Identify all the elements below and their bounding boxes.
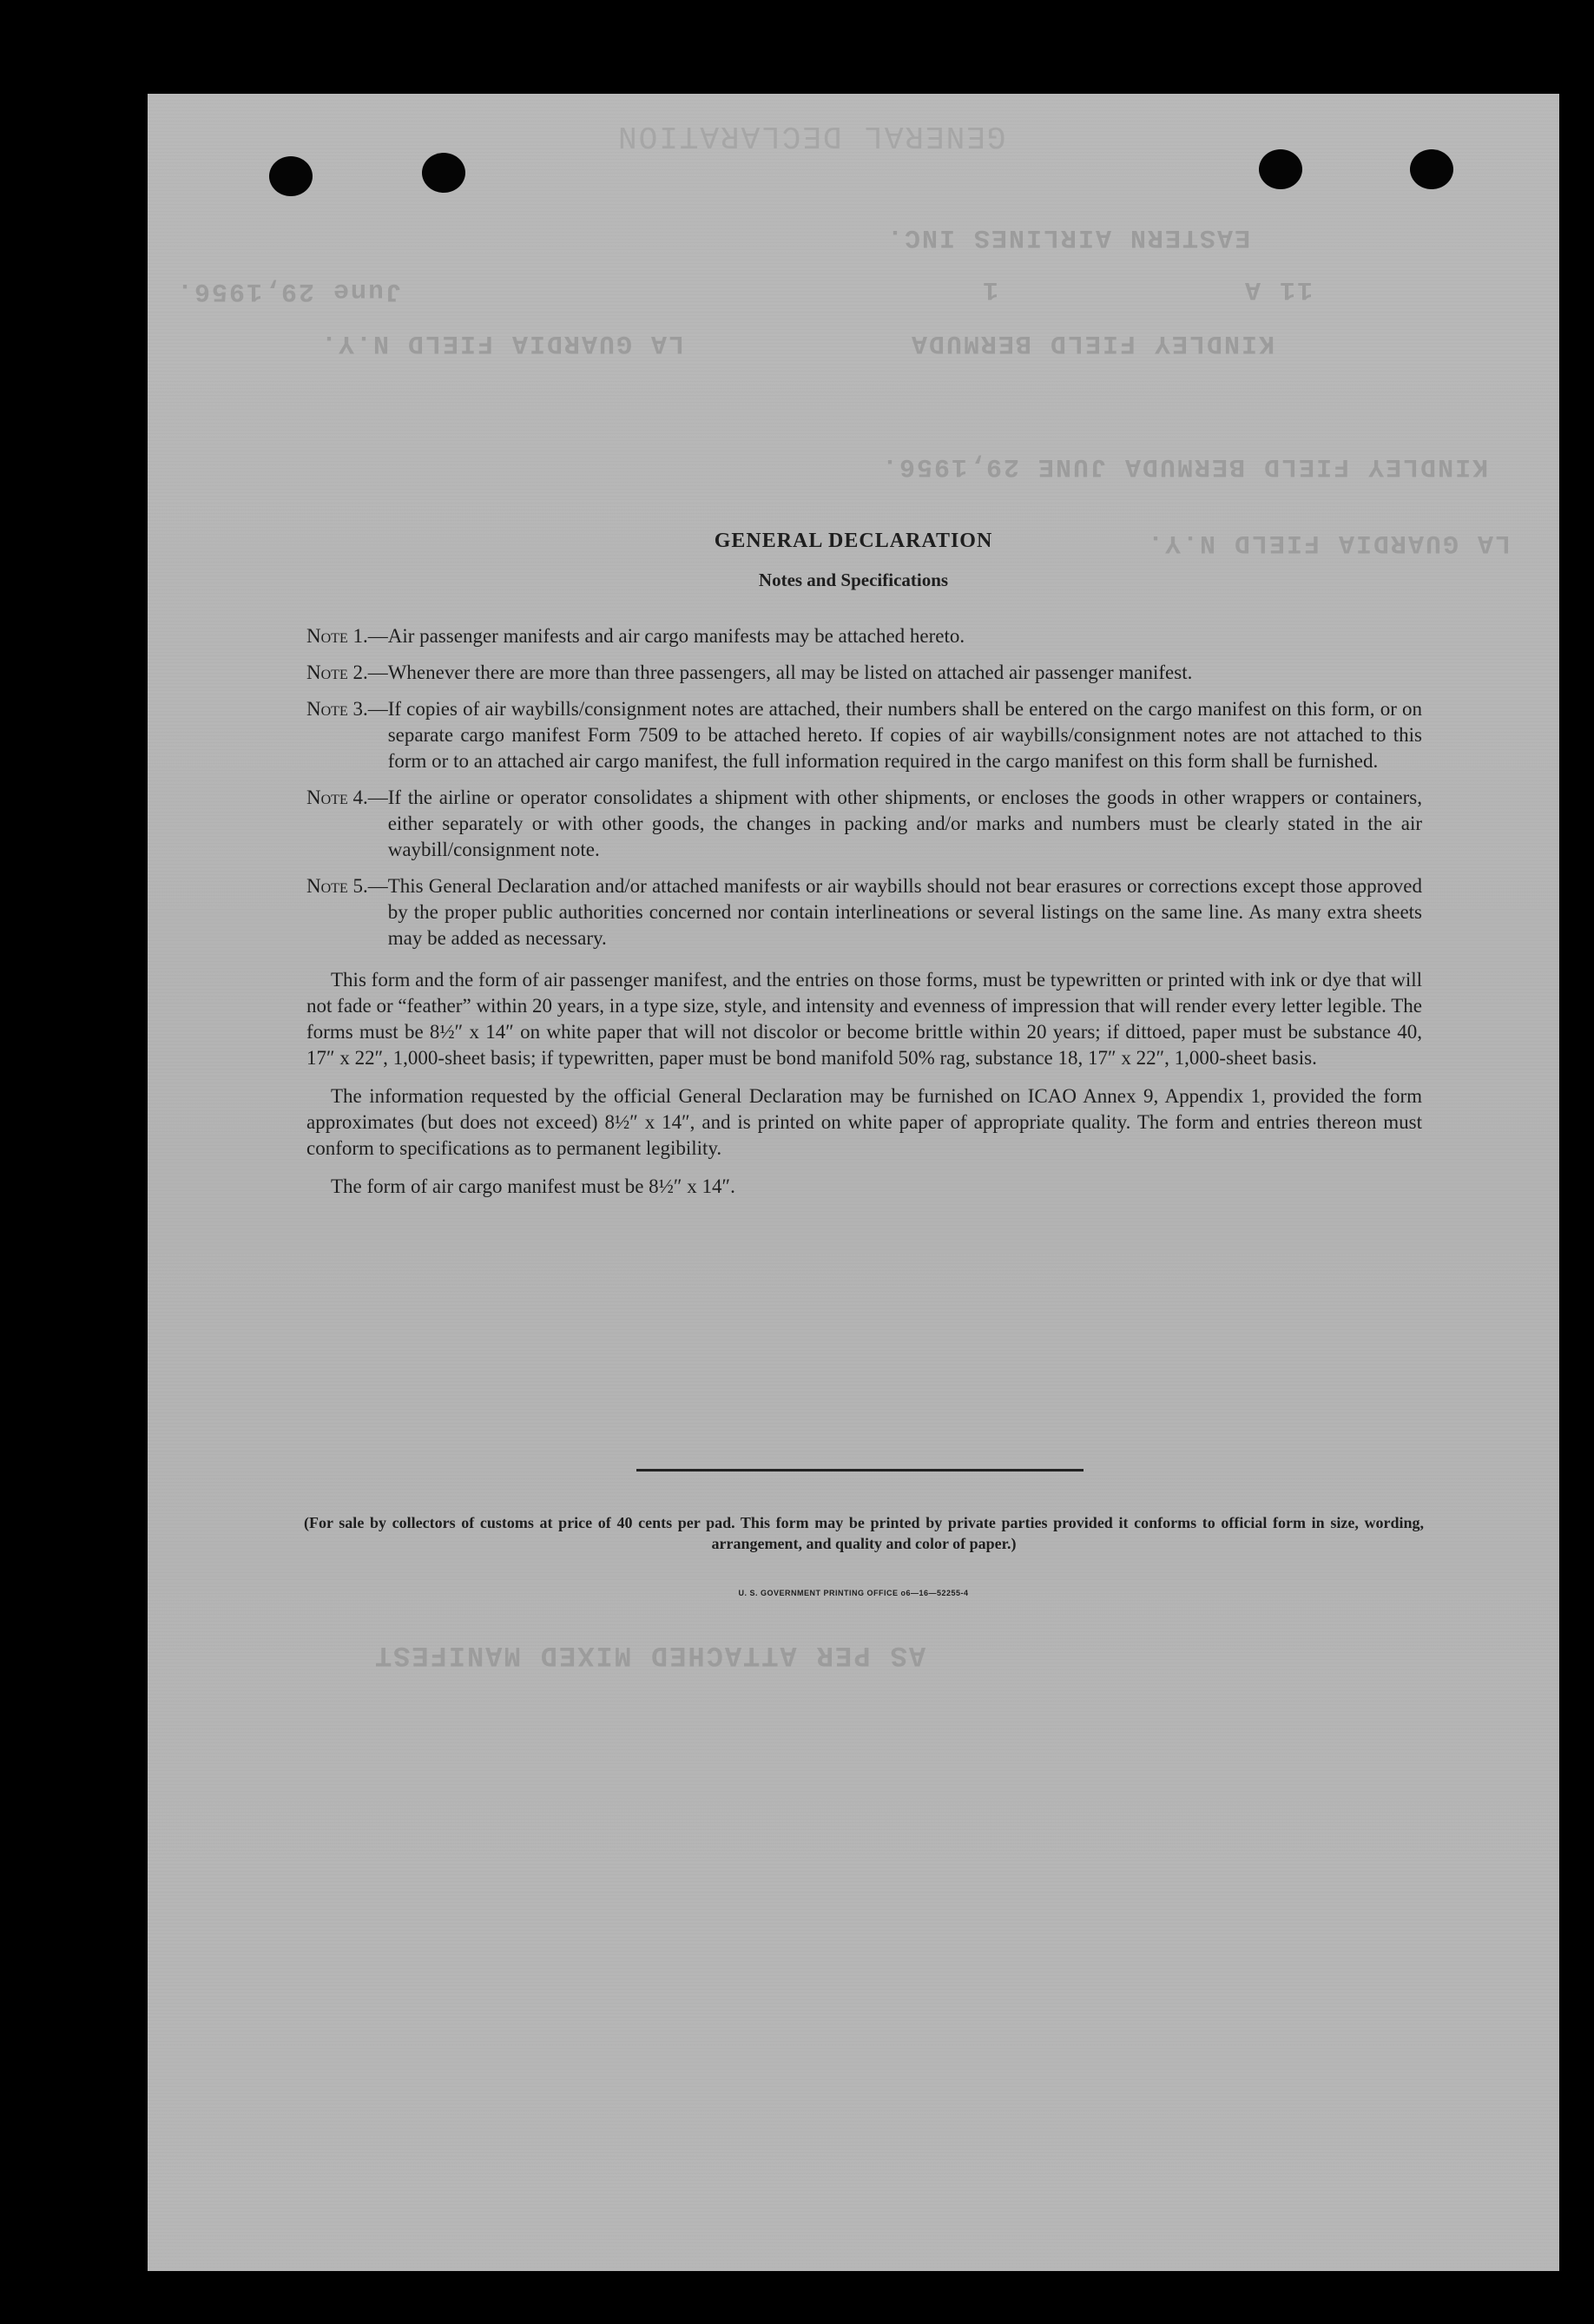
bleed-through-to: LA GUARDIA FIELD N.Y.: [319, 328, 685, 358]
printer-line: U. S. GOVERNMENT PRINTING OFFICE o6—16—52255-4: [738, 1589, 969, 1597]
note-4: [306, 785, 1422, 863]
page-subtitle: Notes and Specifications: [758, 569, 949, 590]
bleed-through-airline: EASTERN AIRLINES INC.: [886, 222, 1251, 252]
specification-paragraph: This form and the form of air passenger manifest, and the entries on those forms, must be typewritten or printed with ink or dye that will not fade or “feather” within 20 years, in a type size, style, and intensity and evenness of impression that will render every letter legible. The forms must be 8½″ x 14″ on white paper that will not discolor or become brittle within 20 years; if dittoed, paper must be substance 40, 17″ x 22″, 1,000-sheet basis; if typewritten, paper must be bond manifold 50% rag, substance 18, 17″ x 22″, 1,000-sheet basis.: [306, 969, 1422, 1069]
punch-hole: [1259, 149, 1302, 189]
page-title: GENERAL DECLARATION: [714, 530, 993, 552]
note-3: [306, 696, 1422, 774]
note-text: If the airline or operator consolidates a shipment with other shipments, or encloses the goods in other wrappers or containers, either separately or with other goods, the changes in packing and/or marks and numbers must be clearly stated in the air waybill/consignment note.: [387, 787, 1422, 860]
bleed-through-from: KINDLEY FIELD BERMUDA: [910, 328, 1275, 358]
note-text: This General Declaration and/or attached manifests or air waybills should not bear erasures or corrections except those approved by the proper public authorities concerned nor contain interlineations or several listings on the same line. As many extra sheets may be added as necessary.: [387, 875, 1422, 949]
note-5: [306, 873, 1422, 951]
divider-rule: [636, 1469, 1084, 1471]
bleed-through-date: June 29,1956.: [175, 276, 402, 306]
note-text: Whenever there are more than three passengers, all may be listed on attached air passenger manifest.: [387, 662, 1193, 683]
punch-hole: [1410, 149, 1453, 189]
note-label: Note 3.—: [306, 698, 388, 720]
bleed-through-route-dest: LA GUARDIA FIELD N.Y.: [1146, 528, 1512, 557]
note-text: If copies of air waybills/consignment notes are attached, their numbers shall be entered on the cargo manifest on this form, or on separate cargo manifest Form 7509 to be attached hereto. If copies of air waybills/consignment notes are not attached to this form or to an attached air cargo manifest, the full information required in the cargo manifest on this form shall be furnished.: [387, 698, 1422, 772]
note-1: [306, 623, 1422, 649]
punch-hole: [422, 153, 465, 193]
bleed-through-flight: 11 A: [1243, 274, 1314, 304]
icao-paragraph: The information requested by the official General Declaration may be furnished on ICAO Annex 9, Appendix 1, provided the form approximates (but does not exceed) 8½″ x 14″, and is printed on white paper of appropriate quality. The form and entries thereon must conform to specifications as to permanent legibility.: [306, 1085, 1422, 1159]
note-label: Note 4.—: [306, 787, 388, 808]
notes-section: [306, 623, 1422, 1212]
note-label: Note 5.—: [306, 875, 388, 897]
note-label: Note 2.—: [306, 662, 388, 683]
bleed-through-route-line: KINDLEY FIELD BERMUDA JUNE 29,1956.: [880, 451, 1489, 481]
bleed-through-header: GENERAL DECLARATION: [616, 118, 1006, 154]
punch-hole: [269, 156, 313, 196]
document-sheet: [148, 94, 1559, 2271]
note-2: [306, 660, 1422, 686]
note-text: Air passenger manifests and air cargo manifests may be attached hereto.: [387, 625, 965, 647]
bleed-through-manifest: AS PER ATTACHED MIXED MANIFEST: [373, 1639, 926, 1671]
note-label: Note 1.—: [306, 625, 388, 647]
cargo-manifest-paragraph: The form of air cargo manifest must be 8½″ x 14″.: [331, 1175, 735, 1197]
bleed-through-page: 1: [981, 274, 999, 304]
sale-notice: (For sale by collectors of customs at price of 40 cents per pad. This form may be printed by private parties provided it conforms to official form in size, wording, arrangement, and quality and color of paper.): [304, 1514, 1424, 1552]
